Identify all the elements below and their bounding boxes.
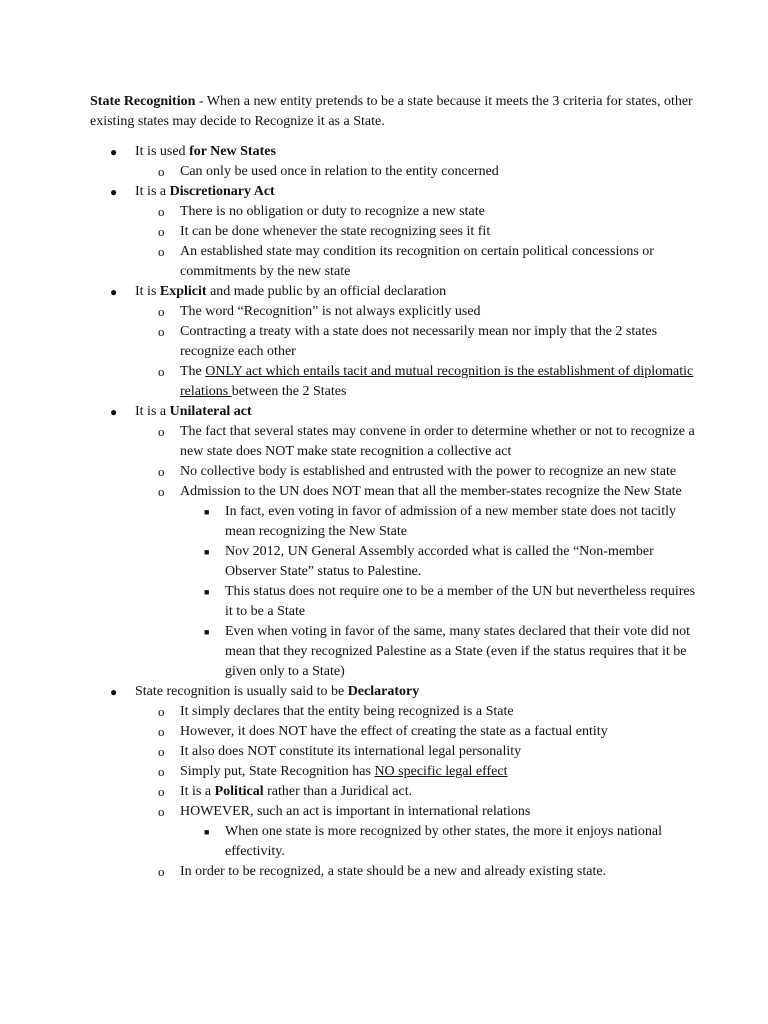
circle-icon: o <box>158 764 165 779</box>
item-bold: Explicit <box>159 284 207 299</box>
sub-sub-list-item <box>180 502 696 542</box>
circle-icon: o <box>158 204 165 219</box>
sub-list <box>135 162 696 182</box>
bullet-icon: ● <box>110 685 118 699</box>
sub-sub-list <box>180 822 696 862</box>
square-icon: ■ <box>204 827 210 837</box>
sub-sub-item-text: In fact, even voting in favor of admission of a new member state does not tacitly mean recognizing the New State <box>225 504 676 539</box>
sub-list-item <box>135 162 696 182</box>
sub-sub-item-text: Nov 2012, UN General Assembly accorded what is called the “Non-member Observer State” status to Palestine. <box>225 544 654 579</box>
sub-list <box>135 302 696 402</box>
sub-list-item <box>135 742 696 762</box>
sub-item-text: No collective body is established and entrusted with the power to recognize an new state <box>180 464 677 479</box>
item-text: It is used <box>135 144 190 159</box>
sub-item-text: It simply declares that the entity being recognized is a State <box>180 704 514 719</box>
item-text-post: and made public by an official declaration <box>206 284 447 299</box>
circle-icon: o <box>158 364 165 379</box>
list-item <box>90 142 696 182</box>
main-list <box>90 142 696 882</box>
sub-item-text: Contracting a treaty with a state does not necessarily mean nor imply that the 2 states recognize each other <box>180 324 658 359</box>
sub-sub-list-item <box>180 822 696 862</box>
sub-item-text: An established state may condition its recognition on certain political concessions or commitments by the new state <box>180 244 654 279</box>
sub-list-item <box>135 762 696 782</box>
sub-list-item <box>135 462 696 482</box>
underlined-text: NO specific legal effect <box>374 764 508 779</box>
sub-list-item <box>135 802 696 862</box>
item-text: It is a <box>135 404 170 419</box>
sub-sub-list-item <box>180 542 696 582</box>
sub-sub-list-item <box>180 622 696 682</box>
sub-list-item <box>135 482 696 682</box>
sub-list <box>135 202 696 282</box>
sub-sub-list <box>180 502 696 682</box>
circle-icon: o <box>158 304 165 319</box>
sub-item-text: HOWEVER, such an act is important in international relations <box>180 804 531 819</box>
sub-list <box>135 422 696 682</box>
circle-icon: o <box>158 804 165 819</box>
square-icon: ■ <box>204 507 210 517</box>
item-text: It is <box>135 284 160 299</box>
sub-list <box>135 702 696 882</box>
circle-icon: o <box>158 704 165 719</box>
sub-sub-item-text: This status does not require one to be a member of the UN but nevertheless requires it to be a State <box>225 584 696 619</box>
sub-list-item <box>135 782 696 802</box>
circle-icon: o <box>158 784 165 799</box>
circle-icon: o <box>158 164 165 179</box>
item-text: State recognition is usually said to be <box>135 684 348 699</box>
circle-icon: o <box>158 864 165 879</box>
sub-list-item <box>135 702 696 722</box>
sub-list-item <box>135 362 696 402</box>
list-item <box>90 402 696 682</box>
circle-icon: o <box>158 324 165 339</box>
sub-item-text-post: rather than a Juridical act. <box>263 784 413 799</box>
sub-item-bold: Political <box>214 784 264 799</box>
circle-icon: o <box>158 224 165 239</box>
underlined-text: ONLY act which entails tacit and mutual recognition is the establishment of diplomatic relations <box>180 364 694 399</box>
bullet-icon: ● <box>110 285 118 299</box>
list-item <box>90 182 696 282</box>
item-text: It is a <box>135 184 170 199</box>
square-icon: ■ <box>204 547 210 557</box>
sub-item-text: Simply put, State Recognition has <box>180 764 375 779</box>
sub-item-text: In order to be recognized, a state should be a new and already existing state. <box>180 864 607 879</box>
sub-list-item <box>135 422 696 462</box>
circle-icon: o <box>158 424 165 439</box>
circle-icon: o <box>158 744 165 759</box>
sub-sub-list-item <box>180 582 696 622</box>
bullet-icon: ● <box>110 185 118 199</box>
sub-item-text: The <box>180 364 206 379</box>
intro-text: - When a new entity pretends to be a state because it meets the 3 criteria for states, other existing states may decide to Recognize it as a State. <box>90 94 693 129</box>
circle-icon: o <box>158 464 165 479</box>
sub-sub-item-text: When one state is more recognized by other states, the more it enjoys national effectivity. <box>225 824 662 859</box>
sub-sub-item-text: Even when voting in favor of the same, many states declared that their vote did not mean that they recognized Palestine as a State (even if the status requires that it be given only to a State) <box>225 624 690 679</box>
list-item <box>90 682 696 882</box>
item-bold: Declaratory <box>347 684 420 699</box>
square-icon: ■ <box>204 587 210 597</box>
sub-item-text: Admission to the UN does NOT mean that all the member-states recognize the New State <box>180 484 682 499</box>
sub-list-item <box>135 302 696 322</box>
square-icon: ■ <box>204 627 210 637</box>
sub-item-text: It also does NOT constitute its international legal personality <box>180 744 522 759</box>
sub-list-item <box>135 322 696 362</box>
sub-list-item <box>135 202 696 222</box>
sub-list-item <box>135 722 696 742</box>
sub-list-item <box>135 242 696 282</box>
sub-item-text: It can be done whenever the state recognizing sees it fit <box>180 224 491 239</box>
item-bold: for New States <box>189 144 276 159</box>
sub-item-text: The word “Recognition” is not always explicitly used <box>180 304 481 319</box>
sub-item-text-post: between the 2 States <box>231 384 347 399</box>
list-item <box>90 282 696 402</box>
sub-list-item <box>135 222 696 242</box>
circle-icon: o <box>158 244 165 259</box>
item-bold: Discretionary Act <box>169 184 275 199</box>
sub-list-item <box>135 862 696 882</box>
intro-title: State Recognition <box>90 94 196 109</box>
circle-icon: o <box>158 724 165 739</box>
sub-item-text: However, it does NOT have the effect of creating the state as a factual entity <box>180 724 608 739</box>
sub-item-text: There is no obligation or duty to recognize a new state <box>180 204 485 219</box>
sub-item-text: The fact that several states may convene in order to determine whether or not to recognize a new state does NOT make state recognition a collective act <box>180 424 695 459</box>
circle-icon: o <box>158 484 165 499</box>
intro-paragraph <box>90 92 696 132</box>
item-bold: Unilateral act <box>169 404 252 419</box>
sub-item-text: It is a <box>180 784 215 799</box>
bullet-icon: ● <box>110 405 118 419</box>
bullet-icon: ● <box>110 145 118 159</box>
sub-item-text: Can only be used once in relation to the entity concerned <box>180 164 499 179</box>
